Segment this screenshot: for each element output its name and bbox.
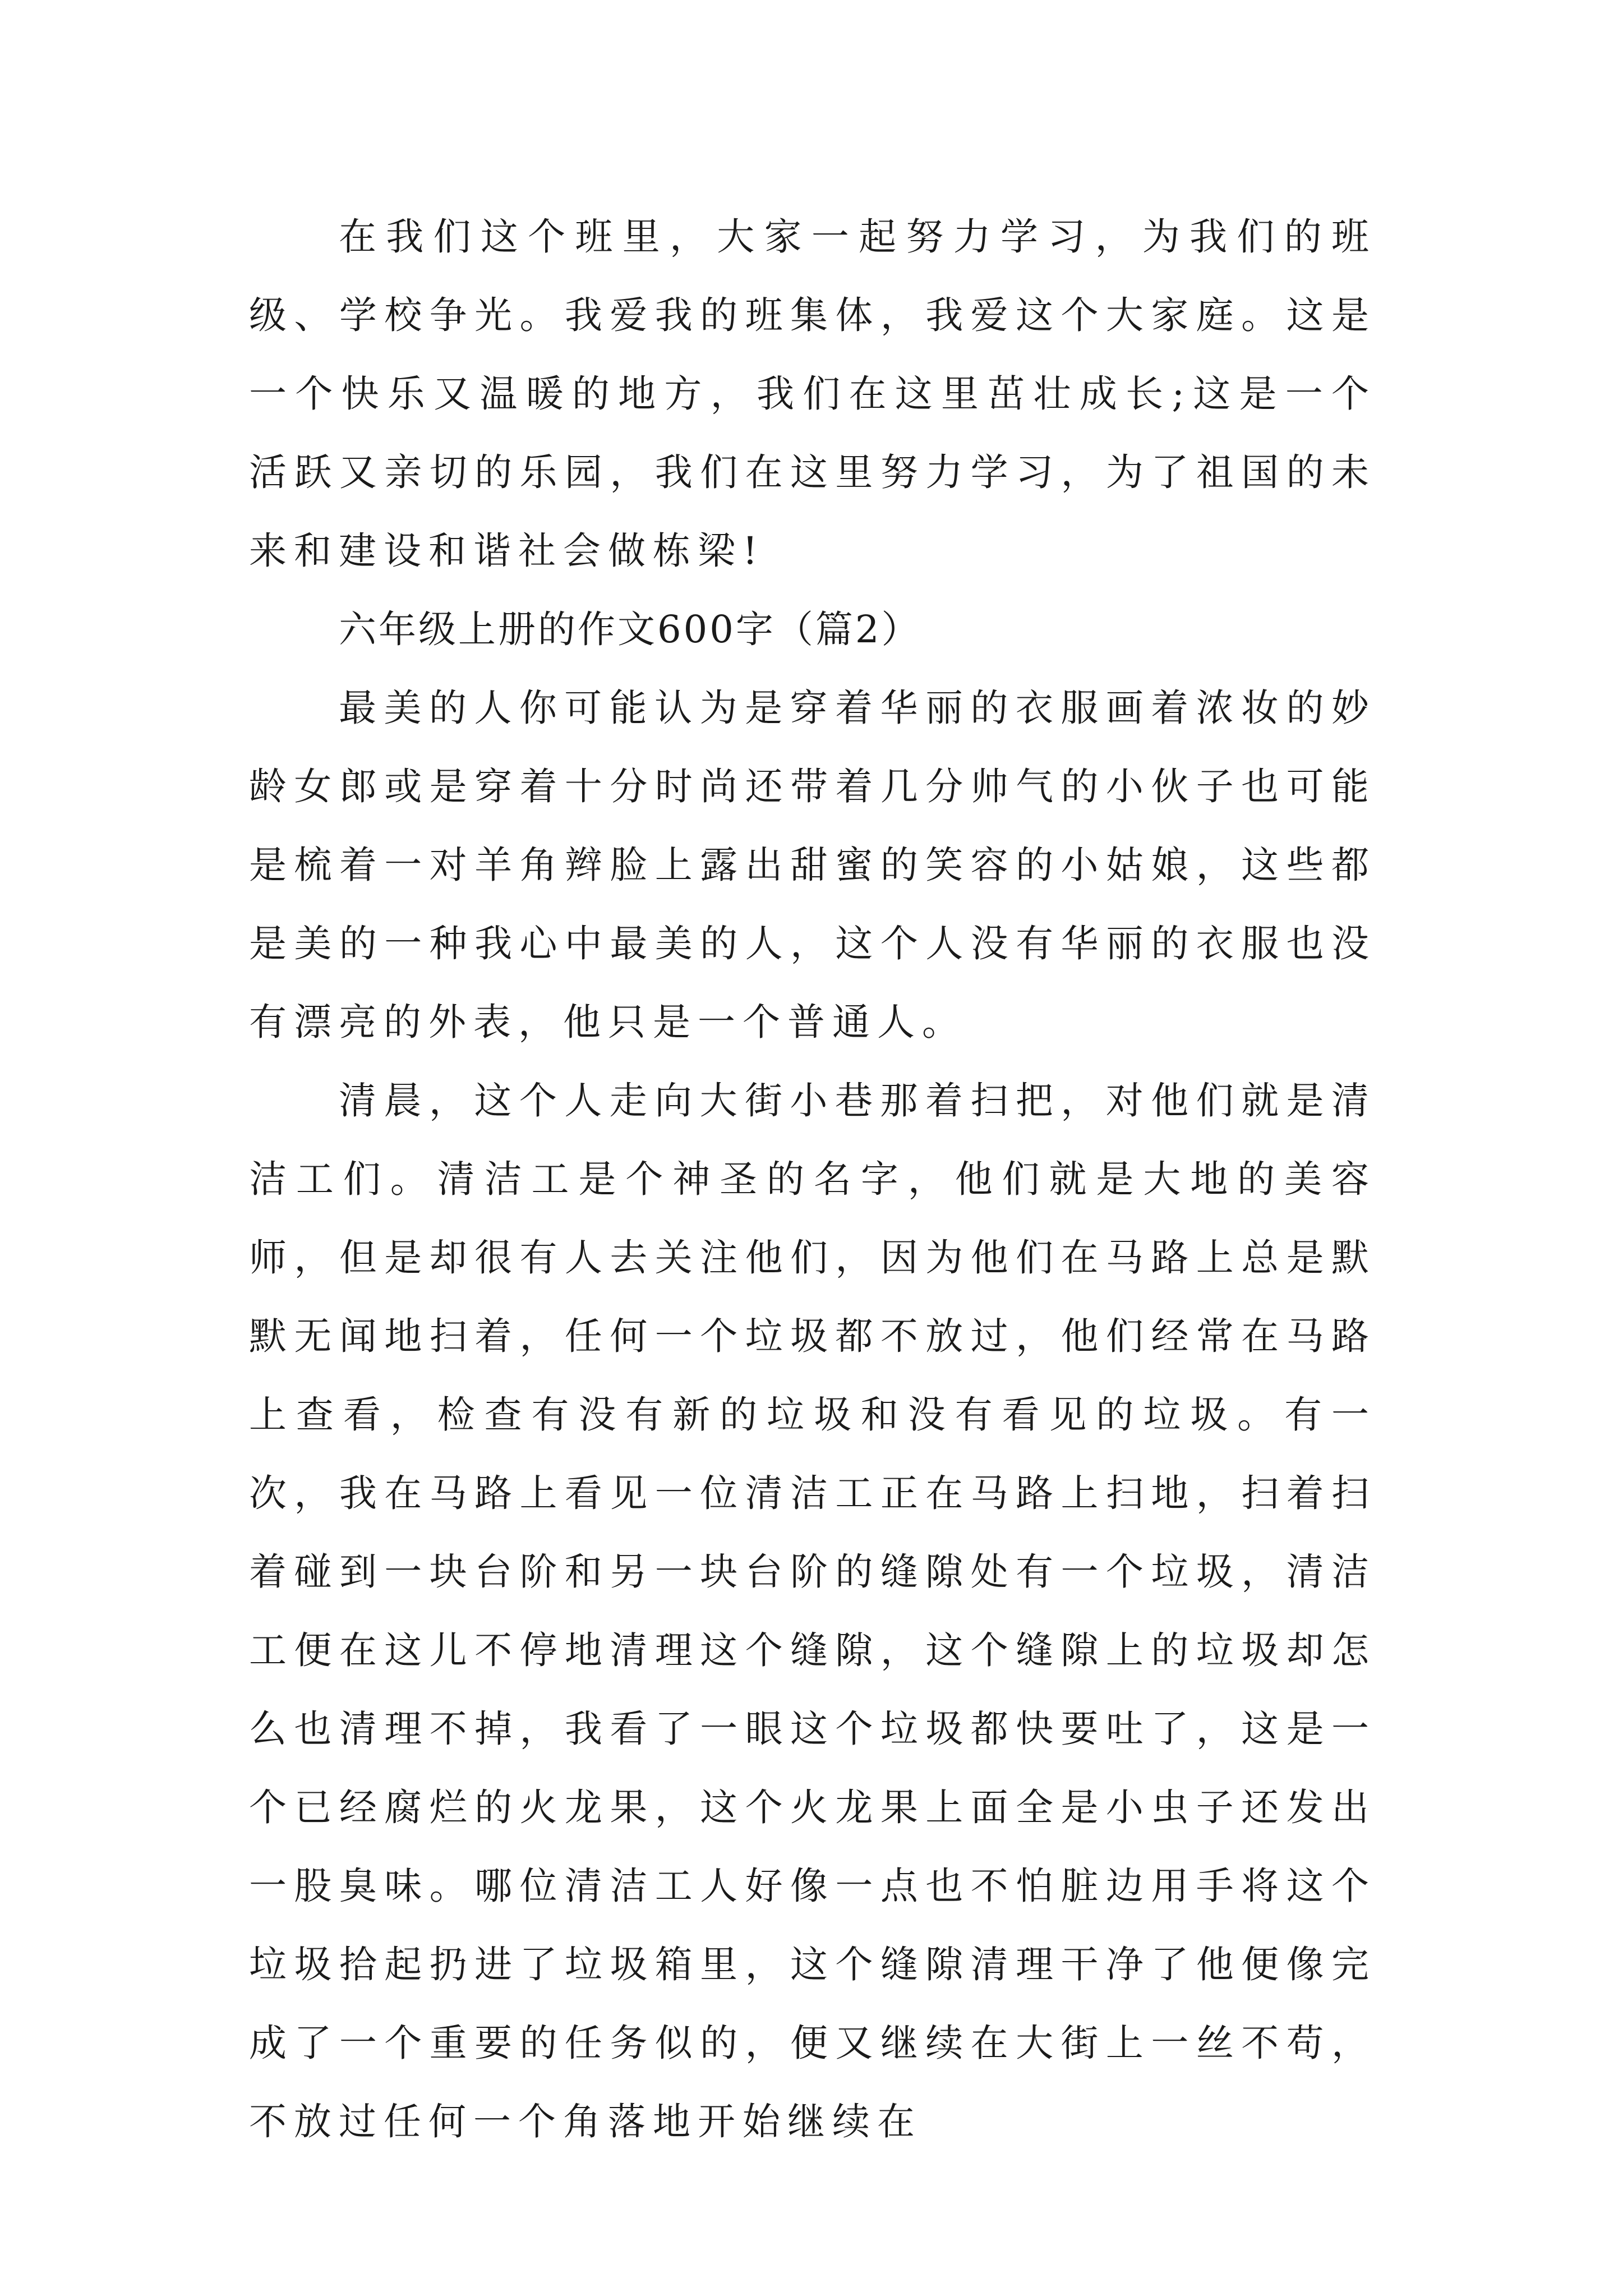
essay-heading: 六年级上册的作文600字（篇2） (339, 608, 921, 651)
paragraph-street-cleaner: 清晨，这个人走向大街小巷那着扫把，对他们就是清洁工们。清洁工是个神圣的名字，他们就是大地的美容师，但是却很有人去关注他们，因为他们在马路上总是默默无闻地扫着，任何一个垃圾都不放过，他们经常在马路上查看，检查有没有新的垃圾和没有看见的垃圾。有一次，我在马路上看见一位清洁工正在马路上扫地，扫着扫着碰到一块台阶和另一块台阶的缝隙处有一个垃圾，清洁工便在这儿不停地清理这个缝隙，这个缝隙上的垃圾却怎么也清理不掉，我看了一眼这个垃圾都快要吐了，这是一个已经腐烂的火龙果，这个火龙果上面全是小虫子还发出一股臭味。哪位清洁工人好像一点也不怕脏边用手将这个垃圾拾起扔进了垃圾箱里，这个缝隙清理干净了他便像完成了一个重要的任务似的，便又继续在大街上一丝不苟，不放过任何一个角落地开始继续在 (249, 1079, 1376, 2143)
paragraph-class-collective: 在我们这个班里，大家一起努力学习，为我们的班级、学校争光。我爱我的班集体，我爱这个大家庭。这是一个快乐又温暖的地方，我们在这里茁壮成长;这是一个活跃又亲切的乐园，我们在这里努力学习，为了祖国的未来和建设和谐社会做栋梁! (249, 215, 1376, 573)
document-body (249, 197, 1376, 2161)
paragraph-most-beautiful-person: 最美的人你可能认为是穿着华丽的衣服画着浓妆的妙龄女郎或是穿着十分时尚还带着几分帅气的小伙子也可能是梳着一对羊角辫脸上露出甜蜜的笑容的小姑娘，这些都是美的一种我心中最美的人，这个人没有华丽的衣服也没有漂亮的外表，他只是一个普通人。 (249, 686, 1376, 1044)
